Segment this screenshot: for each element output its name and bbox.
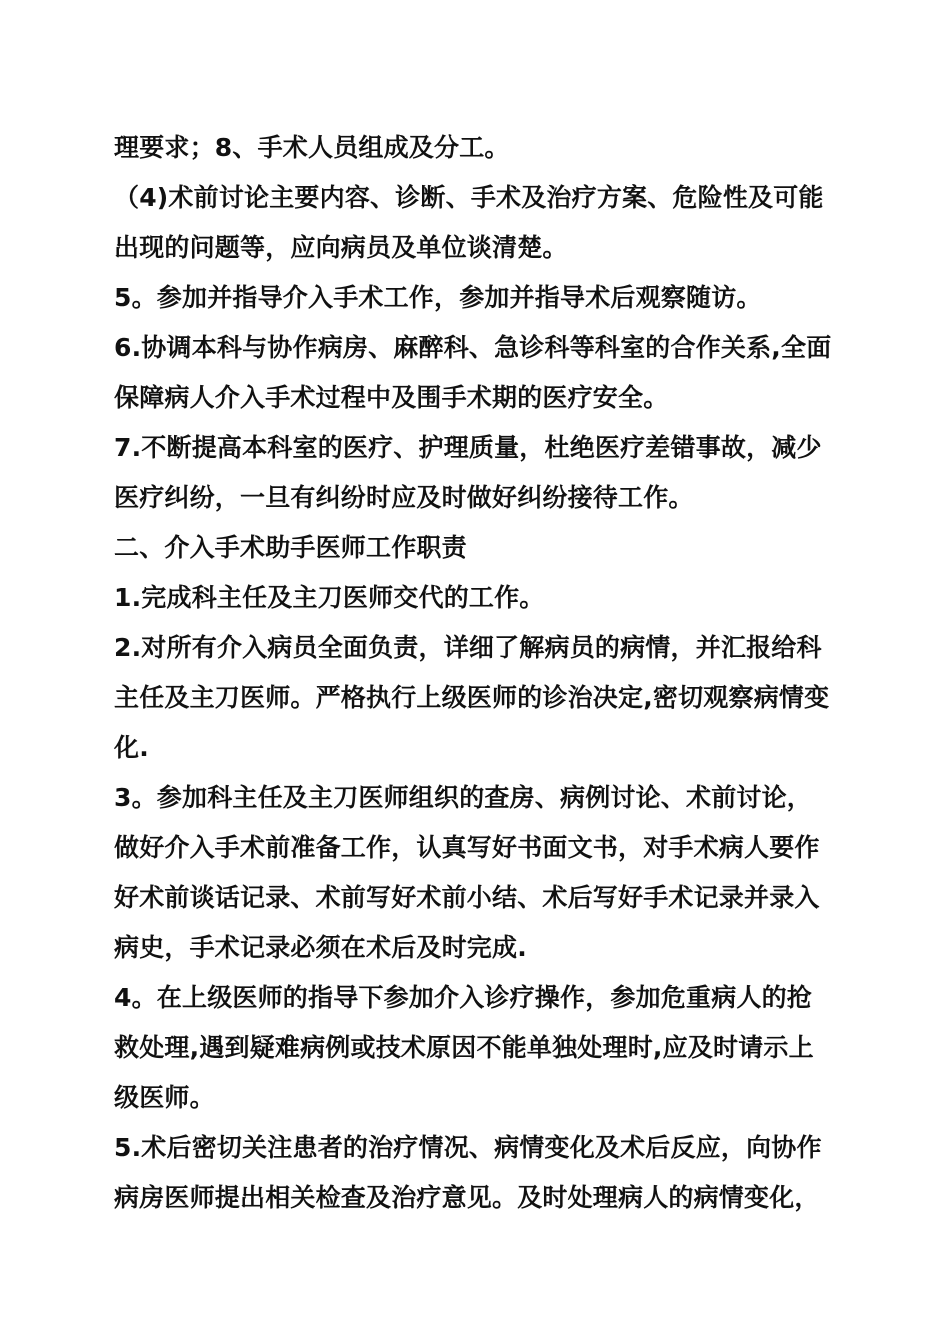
- text-line: 救处理,遇到疑难病例或技术原因不能单独处理时,应及时请示上: [114, 1033, 814, 1062]
- text-line: 级医师。: [114, 1083, 215, 1112]
- section-heading: 二、介入手术助手医师工作职责: [114, 533, 467, 562]
- text-line: 病房医师提出相关检查及治疗意见。及时处理病人的病情变化，: [114, 1183, 820, 1212]
- text-line: 病史，手术记录必须在术后及时完成.: [114, 933, 527, 962]
- text-line: 做好介入手术前准备工作，认真写好书面文书，对手术病人要作: [114, 833, 820, 862]
- text-line: 2.对所有介入病员全面负责，详细了解病员的病情，并汇报给科: [114, 633, 822, 662]
- text-line: 4。在上级医师的指导下参加介入诊疗操作，参加危重病人的抢: [114, 983, 812, 1012]
- text-line: 5。参加并指导介入手术工作，参加并指导术后观察随访。: [114, 283, 762, 312]
- text-line: 医疗纠纷，一旦有纠纷时应及时做好纠纷接待工作。: [114, 483, 694, 512]
- text-line: 出现的问题等，应向病员及单位谈清楚。: [114, 233, 568, 262]
- text-line: 3。参加科主任及主刀医师组织的查房、病例讨论、术前讨论，: [114, 783, 812, 812]
- text-line: 7.不断提高本科室的医疗、护理质量，杜绝医疗差错事故，减少: [114, 433, 822, 462]
- text-line: 好术前谈话记录、术前写好术前小结、术后写好手术记录并录入: [114, 883, 820, 912]
- text-line: （4)术前讨论主要内容、诊断、手术及治疗方案、危险性及可能: [114, 183, 824, 212]
- text-line: 1.完成科主任及主刀医师交代的工作。: [114, 583, 545, 612]
- text-line: 理要求；8、手术人员组成及分工。: [114, 133, 510, 162]
- text-line: 6.协调本科与协作病房、麻醉科、急诊科等科室的合作关系,全面: [114, 333, 832, 362]
- text-line: 保障病人介入手术过程中及围手术期的医疗安全。: [114, 383, 669, 412]
- text-line: 化.: [114, 733, 149, 762]
- text-line: 主任及主刀医师。严格执行上级医师的诊治决定,密切观察病情变: [114, 683, 830, 712]
- text-line: 5.术后密切关注患者的治疗情况、病情变化及术后反应，向协作: [114, 1133, 822, 1162]
